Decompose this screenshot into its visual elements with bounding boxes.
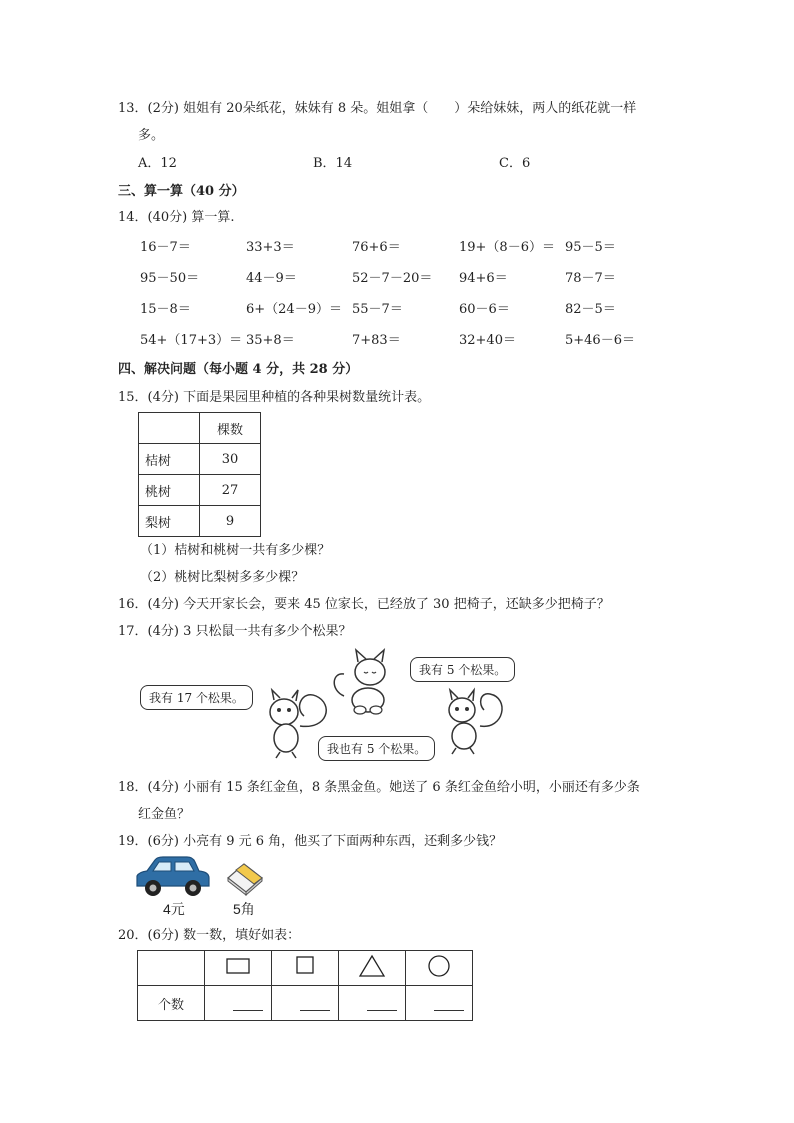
table-cell <box>406 951 473 986</box>
shape-count-table <box>137 950 473 1021</box>
cat-squirrel-icon <box>330 646 400 716</box>
table-row <box>138 986 473 1021</box>
table-cell <box>138 951 205 986</box>
table-row <box>139 444 261 475</box>
table-header-count: 棵数 <box>200 413 261 444</box>
arith-item: 54+（17+3）＝ <box>140 333 243 348</box>
table-row <box>139 506 261 537</box>
table-cell: 30 <box>200 444 261 475</box>
speech-bubble-17: 我有 17 个松果。 <box>140 685 253 710</box>
table-cell <box>205 951 272 986</box>
q19-text: 19．(6分) 小亮有 9 元 6 角，他买了下面两种东西，还剩多少钱？ <box>118 834 503 849</box>
arith-item: 33+3＝ <box>246 240 295 255</box>
answer-blank[interactable] <box>339 986 406 1021</box>
speech-bubble-5: 我有 5 个松果。 <box>410 657 515 682</box>
table-cell: 桔树 <box>139 444 200 475</box>
count-row-label: 个数 <box>138 986 205 1021</box>
arith-item: 55－7＝ <box>352 302 403 317</box>
q13-option-a: A．12 <box>138 156 177 171</box>
fruit-tree-table <box>138 412 261 537</box>
q17-text: 17．(4分) 3 只松鼠一共有多少个松果？ <box>118 624 352 639</box>
arith-item: 95－50＝ <box>140 271 200 286</box>
arith-item: 35+8＝ <box>246 333 295 348</box>
arith-item: 95－5＝ <box>565 240 616 255</box>
q15-sub2: （2）桃树比梨树多多少棵？ <box>140 570 305 585</box>
arith-item: 44－9＝ <box>246 271 297 286</box>
section-4-title: 四、解决问题（每小题 4 分，共 28 分） <box>118 362 359 377</box>
arith-item: 78－7＝ <box>565 271 616 286</box>
arith-item: 94+6＝ <box>459 271 508 286</box>
toy-car-icon <box>133 854 213 898</box>
arith-item: 19+（8－6）＝ <box>459 240 555 255</box>
table-cell <box>139 413 200 444</box>
speech-bubble-also-5: 我也有 5 个松果。 <box>318 736 435 761</box>
rectangle-icon <box>225 955 251 977</box>
q20-text: 20．(6分) 数一数，填好如表： <box>118 928 301 943</box>
arith-item: 52－7－20＝ <box>352 271 433 286</box>
table-cell: 27 <box>200 475 261 506</box>
arith-item: 15－8＝ <box>140 302 191 317</box>
q13-option-b: B．14 <box>313 156 353 171</box>
arith-item: 76+6＝ <box>352 240 401 255</box>
answer-blank[interactable] <box>272 986 339 1021</box>
arith-item: 82－5＝ <box>565 302 616 317</box>
squirrel-2-icon <box>440 684 510 756</box>
arith-item: 60－6＝ <box>459 302 510 317</box>
eraser-icon <box>224 860 264 896</box>
q13-line2: 多。 <box>138 128 165 143</box>
table-cell: 9 <box>200 506 261 537</box>
answer-blank[interactable] <box>406 986 473 1021</box>
section-3-title: 三、算一算（40 分） <box>118 184 245 199</box>
q13-line1: 13．(2分) 姐姐有 20朵纸花，妹妹有 8 朵。姐姐拿（ ）朵给妹妹，两人的纸花就一样 <box>118 101 637 116</box>
triangle-icon <box>358 954 386 978</box>
table-cell <box>339 951 406 986</box>
table-cell <box>272 951 339 986</box>
q16-text: 16．(4分) 今天开家长会，要来 45 位家长，已经放了 30 把椅子，还缺多少把椅子？ <box>118 597 610 612</box>
table-cell: 桃树 <box>139 475 200 506</box>
arith-item: 16－7＝ <box>140 240 191 255</box>
q13-option-c: C．6 <box>499 156 531 171</box>
table-row <box>139 475 261 506</box>
table-cell: 梨树 <box>139 506 200 537</box>
arith-item: 32+40＝ <box>459 333 516 348</box>
answer-blank[interactable] <box>205 986 272 1021</box>
q15-sub1: （1）桔树和桃树一共有多少棵？ <box>140 543 331 558</box>
q18-line2: 红金鱼？ <box>138 807 191 822</box>
circle-icon <box>426 954 452 978</box>
q14-title: 14．(40分) 算一算. <box>118 210 235 225</box>
arith-item: 5+46－6＝ <box>565 333 635 348</box>
square-icon <box>292 955 318 977</box>
table-row <box>138 951 473 986</box>
squirrel-1-icon <box>258 686 334 762</box>
q15-title: 15．(4分) 下面是果园里种植的各种果树数量统计表。 <box>118 390 431 405</box>
q18-line1: 18．(4分) 小丽有 15 条红金鱼，8 条黑金鱼。她送了 6 条红金鱼给小明，小丽还有多少条 <box>118 780 640 795</box>
car-price: 4元 <box>163 901 185 917</box>
table-row <box>139 413 261 444</box>
arith-item: 7+83＝ <box>352 333 401 348</box>
eraser-price: 5角 <box>233 901 255 917</box>
arith-item: 6+（24－9）＝ <box>246 302 342 317</box>
